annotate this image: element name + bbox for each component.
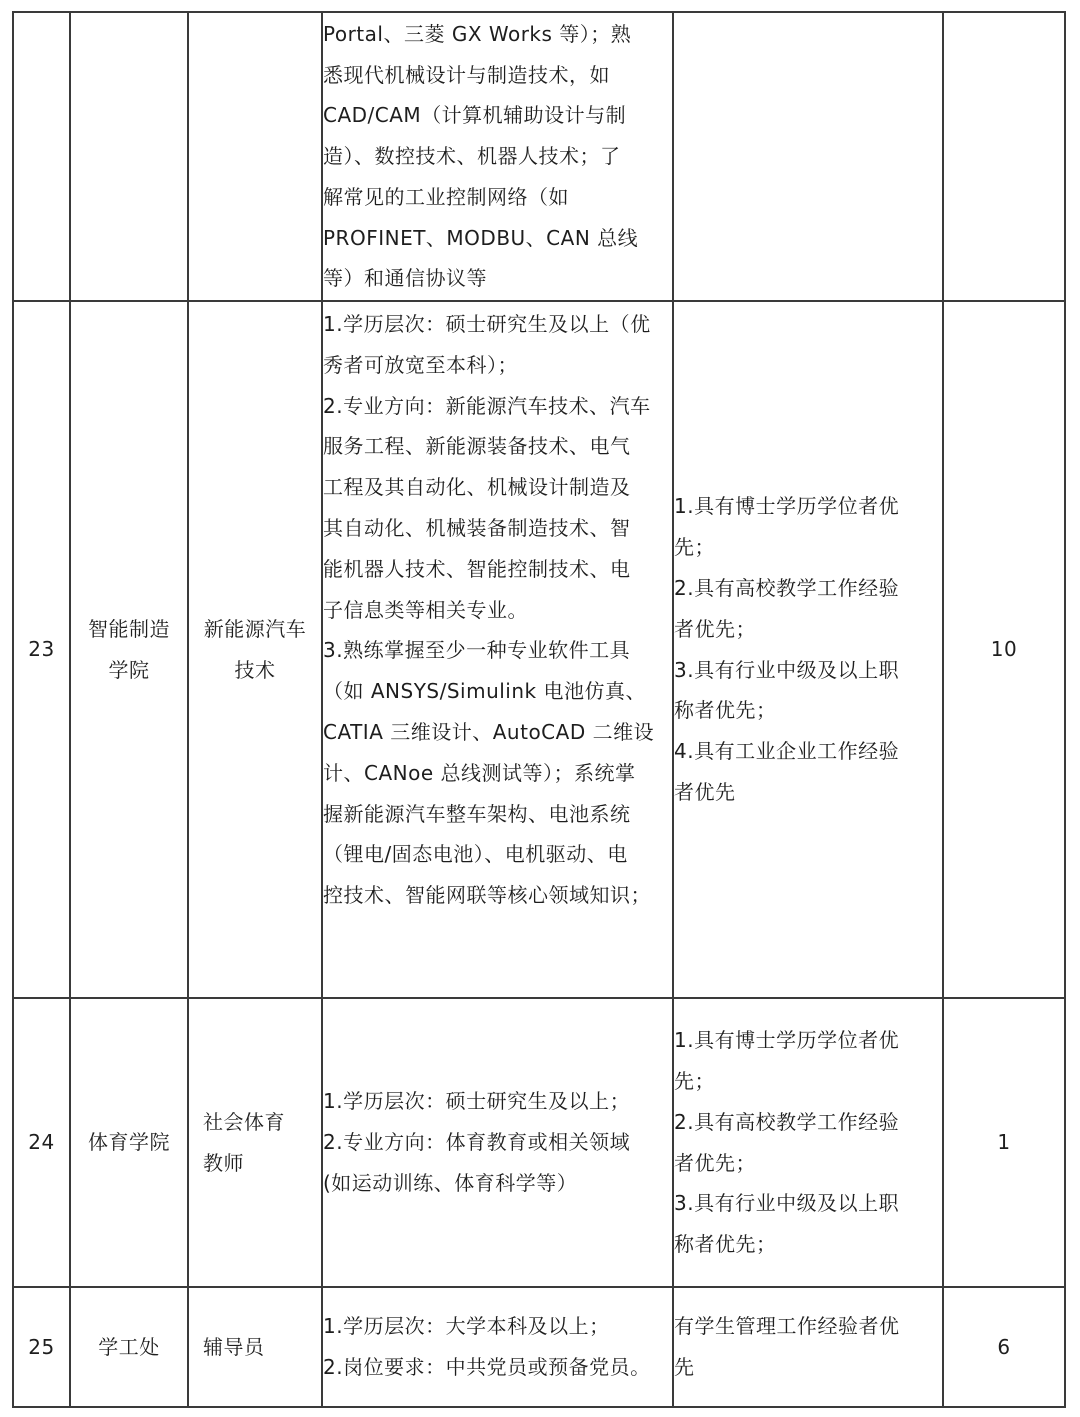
preference-cell [673,12,943,301]
recruitment-table [12,11,1066,1408]
preference-line: 先； [674,1068,715,1093]
requirement-line: PROFINET、MODBU、CAN 总线 [323,225,639,250]
preference-line: 者优先； [674,616,756,641]
requirement-line: 控技术、智能网联等核心领域知识； [323,883,651,908]
requirement-line: 计、CANoe 总线测试等）；系统掌 [323,760,636,785]
requirement-line: Portal、三菱 GX Works 等）；熟 [323,21,632,46]
position-cell [188,301,322,998]
preference-line: 有学生管理工作经验者优 [674,1314,900,1339]
requirement-line: 子信息类等相关专业。 [323,597,528,622]
row-number-cell: 24 [13,998,70,1287]
headcount-cell: 6 [943,1287,1065,1407]
department-line: 学工处 [98,1334,160,1359]
preference-cell [673,301,943,998]
requirement-line: 造）、数控技术、机器人技术；了 [323,144,621,169]
preference-line: 者优先 [674,779,736,804]
preference-line: 1.具有博士学历学位者优 [674,1028,900,1053]
department-cell [70,12,188,301]
requirement-line: 2.专业方向：新能源汽车技术、汽车 [323,393,651,418]
row-number-cell [13,12,70,301]
requirement-line: （锂电/固态电池）、电机驱动、电 [323,842,628,867]
requirements-cell [322,301,673,998]
preference-line: 称者优先； [674,698,777,723]
preference-line: 2.具有高校教学工作经验 [674,575,900,600]
position-line: 辅导员 [203,1334,265,1359]
department-line: 体育学院 [88,1130,170,1155]
preference-line: 3.具有行业中级及以上职 [674,1191,900,1216]
headcount-cell: 1 [943,998,1065,1287]
table-row [13,998,1065,1287]
requirement-line: (如运动训练、体育科学等） [323,1170,578,1195]
table-row [13,301,1065,998]
requirement-line: 秀者可放宽至本科）； [323,352,518,377]
requirement-line: 等）和通信协议等 [323,266,487,291]
requirement-line: 服务工程、新能源装备技术、电气 [323,434,631,459]
requirement-line: 悉现代机械设计与制造技术，如 [323,62,610,87]
headcount-cell: 10 [943,301,1065,998]
position-line: 技术 [234,657,276,682]
requirement-line: 其自动化、机械装备制造技术、智 [323,515,631,540]
preference-line: 者优先； [674,1150,756,1175]
requirement-line: 3.熟练掌握至少一种专业软件工具 [323,638,631,663]
preference-line: 先 [674,1355,695,1379]
department-cell [70,998,188,1287]
preference-line: 先； [674,535,715,560]
preference-line: 4.具有工业企业工作经验 [674,739,900,764]
preference-line: 3.具有行业中级及以上职 [674,657,900,682]
department-cell [70,301,188,998]
position-cell [188,998,322,1287]
requirement-line: 解常见的工业控制网络（如 [323,184,569,209]
position-line: 新能源汽车 [203,616,307,641]
position-line: 社会体育 [203,1109,285,1134]
position-line: 教师 [203,1150,244,1175]
preference-line: 1.具有博士学历学位者优 [674,494,900,519]
requirement-line: 1.学历层次：硕士研究生及以上（优 [323,312,651,336]
requirement-line: 握新能源汽车整车架构、电池系统 [323,801,631,826]
requirement-line: （如 ANSYS/Simulink 电池仿真、 [323,679,646,704]
headcount-cell [943,12,1065,301]
preference-cell [673,998,943,1287]
requirements-cell [322,1287,673,1407]
preference-cell [673,1287,943,1407]
preference-line: 称者优先； [674,1232,777,1257]
table-row [13,12,1065,301]
requirement-line: CATIA 三维设计、AutoCAD 二维设 [323,719,655,744]
department-line: 学院 [108,657,150,682]
preference-line: 2.具有高校教学工作经验 [674,1109,900,1134]
row-number-cell: 25 [13,1287,70,1407]
requirement-line: 工程及其自动化、机械设计制造及 [323,475,631,500]
requirements-cell [322,12,673,301]
requirement-line: 1.学历层次：硕士研究生及以上； [323,1089,631,1114]
requirement-line: CAD/CAM（计算机辅助设计与制 [323,103,627,128]
department-cell [70,1287,188,1407]
requirements-cell [322,998,673,1287]
requirement-line: 能机器人技术、智能控制技术、电 [323,556,631,581]
position-cell [188,1287,322,1407]
department-line: 智能制造 [88,616,170,641]
row-number-cell: 23 [13,301,70,998]
position-cell [188,12,322,301]
requirement-line: 2.岗位要求：中共党员或预备党员。 [323,1355,651,1379]
table-row [13,1287,1065,1407]
requirement-line: 1.学历层次：大学本科及以上； [323,1314,610,1339]
requirement-line: 2.专业方向：体育教育或相关领域 [323,1130,631,1155]
